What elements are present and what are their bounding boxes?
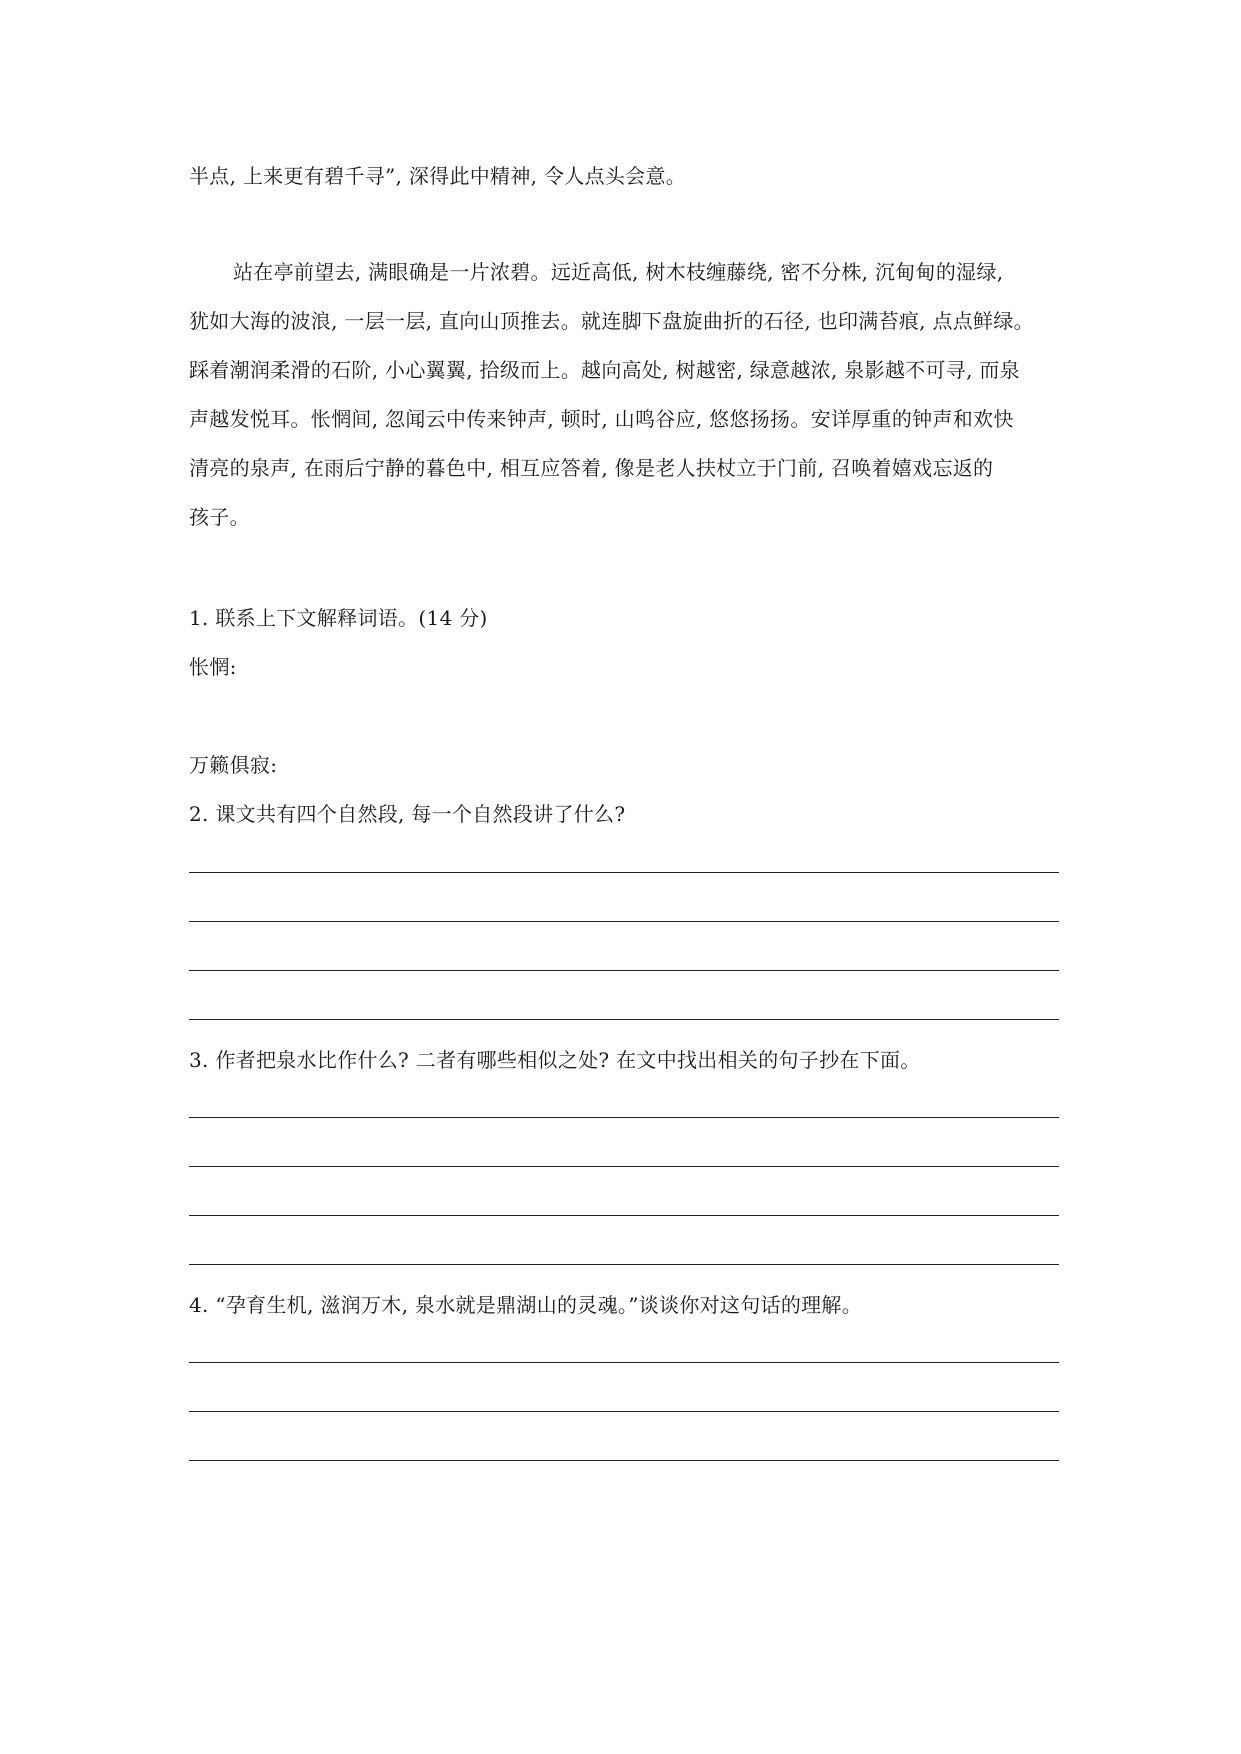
passage-line-p1-tail: 半点, 上来更有碧千寻”, 深得此中精神, 令人点头会意。 [189, 164, 687, 188]
answer-line-q2-3[interactable] [189, 970, 1059, 971]
passage-line-p2-1: 站在亭前望去, 满眼确是一片浓碧。远近高低, 树木枝缠藤绕, 密不分株, 沉甸甸的湿绿, [233, 260, 1004, 284]
answer-line-q3-3[interactable] [189, 1215, 1059, 1216]
passage-line-p2-6: 孩子。 [189, 505, 250, 529]
answer-line-q2-2[interactable] [189, 921, 1059, 922]
answer-line-q2-4[interactable] [189, 1019, 1059, 1020]
answer-line-q4-2[interactable] [189, 1411, 1059, 1412]
question-1-term-2: 万籁俱寂: [189, 753, 278, 777]
question-1-term-1: 怅惘: [189, 655, 237, 679]
question-3-prompt: 3. 作者把泉水比作什么? 二者有哪些相似之处? 在文中找出相关的句子抄在下面。 [189, 1048, 921, 1072]
question-4-prompt: 4. “孕育生机, 滋润万木, 泉水就是鼎湖山的灵魂。”谈谈你对这句话的理解。 [189, 1293, 863, 1317]
answer-line-q4-3[interactable] [189, 1460, 1059, 1461]
passage-line-p2-4: 声越发悦耳。怅惘间, 忽闻云中传来钟声, 顿时, 山鸣谷应, 悠悠扬扬。安详厚重的钟声和欢快 [189, 407, 1014, 431]
answer-line-q3-4[interactable] [189, 1264, 1059, 1265]
question-2-prompt: 2. 课文共有四个自然段, 每一个自然段讲了什么? [189, 802, 626, 826]
answer-line-q3-1[interactable] [189, 1117, 1059, 1118]
answer-line-q4-1[interactable] [189, 1362, 1059, 1363]
question-1-prompt: 1. 联系上下文解释词语。(14 分) [189, 606, 488, 630]
passage-line-p2-5: 清亮的泉声, 在雨后宁静的暮色中, 相互应答着, 像是老人扶杖立于门前, 召唤着嬉戏忘返的 [189, 456, 994, 480]
passage-line-p2-2: 犹如大海的波浪, 一层一层, 直向山顶推去。就连脚下盘旋曲折的石径, 也印满苔痕, 点点鲜绿。 [189, 309, 1034, 333]
answer-line-q3-2[interactable] [189, 1166, 1059, 1167]
answer-line-q2-1[interactable] [189, 872, 1059, 873]
passage-line-p2-3: 踩着潮润柔滑的石阶, 小心翼翼, 拾级而上。越向高处, 树越密, 绿意越浓, 泉影越不可寻, 而泉 [189, 358, 1020, 382]
